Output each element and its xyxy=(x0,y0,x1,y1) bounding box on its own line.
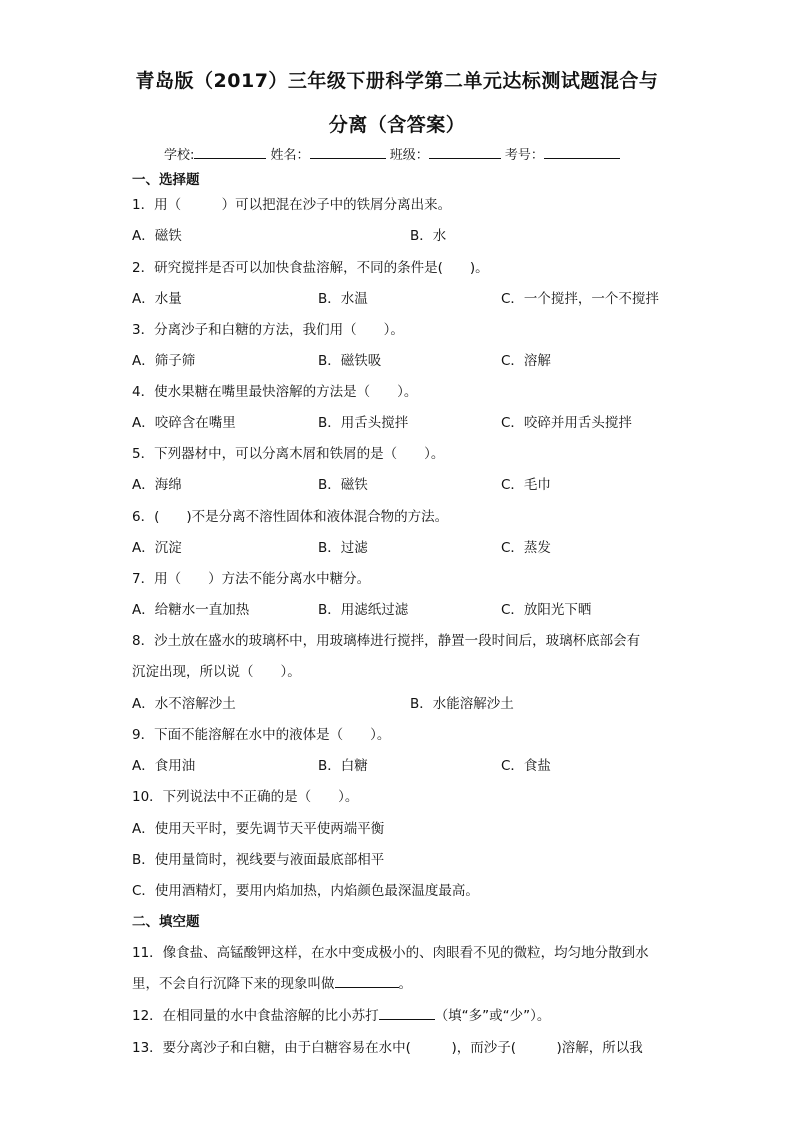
question-8-stem-line-2: 沉淀出现，所以说（ ）。 xyxy=(132,664,301,680)
question-8-stem-line-1: 8．沙土放在盛水的玻璃杯中，用玻璃棒进行搅拌，静置一段时间后，玻璃杯底部会有 xyxy=(132,633,641,649)
title-line-1: 青岛版（2017）三年级下册科学第二单元达标测试题混合与 xyxy=(135,70,659,92)
question-7-option-c[interactable]: C．放阳光下晒 xyxy=(501,602,592,618)
question-2-option-b[interactable]: B．水温 xyxy=(318,291,368,307)
student-info-row xyxy=(164,144,620,163)
section-heading-choice: 一、选择题 xyxy=(132,172,200,188)
section-heading-fill: 二、填空题 xyxy=(132,914,200,930)
name-label: 姓名： xyxy=(270,148,310,163)
school-blank[interactable] xyxy=(194,144,266,159)
name-blank[interactable] xyxy=(310,144,386,159)
question-9-option-c[interactable]: C．食盐 xyxy=(501,758,551,774)
question-3-option-b[interactable]: B．磁铁吸 xyxy=(318,353,382,369)
question-12-blank[interactable] xyxy=(379,1007,435,1020)
question-11-end: 。 xyxy=(398,976,412,992)
question-12-text: 12．在相同量的水中食盐溶解的比小苏打 xyxy=(132,1008,379,1024)
question-5-stem: 5．下列器材中，可以分离木屑和铁屑的是（ ）。 xyxy=(132,446,445,462)
question-9-option-a[interactable]: A．食用油 xyxy=(132,758,196,774)
question-8-option-b[interactable]: B．水能溶解沙土 xyxy=(410,696,514,712)
question-3-stem: 3．分离沙子和白糖的方法，我们用（ ）。 xyxy=(132,322,404,338)
question-10-option-b[interactable]: B．使用量筒时，视线要与液面最底部相平 xyxy=(132,852,385,868)
number-blank[interactable] xyxy=(544,144,620,159)
title-line-2: 分离（含答案） xyxy=(328,114,466,136)
question-6-option-b[interactable]: B．过滤 xyxy=(318,540,368,556)
question-7-option-a[interactable]: A．给糖水一直加热 xyxy=(132,602,250,618)
school-label: 学校: xyxy=(164,148,195,163)
question-11-line-1: 11．像食盐、高锰酸钾这样，在水中变成极小的、肉眼看不见的微粒，均匀地分散到水 xyxy=(132,945,649,961)
question-12-end: （填“多”或“少”）。 xyxy=(434,1008,551,1024)
question-8-option-a[interactable]: A．水不溶解沙土 xyxy=(132,696,236,712)
question-4-option-c[interactable]: C．咬碎并用舌头搅拌 xyxy=(501,415,632,431)
question-2-stem: 2．研究搅拌是否可以加快食盐溶解，不同的条件是( )。 xyxy=(132,260,489,276)
question-1-stem: 1．用（ ）可以把混在沙子中的铁屑分离出来。 xyxy=(132,197,452,213)
class-blank[interactable] xyxy=(429,144,501,159)
question-11-text: 里，不会自行沉降下来的现象叫做 xyxy=(132,976,335,992)
question-6-option-a[interactable]: A．沉淀 xyxy=(132,540,182,556)
question-5-option-c[interactable]: C．毛巾 xyxy=(501,477,551,493)
question-3-option-c[interactable]: C．溶解 xyxy=(501,353,551,369)
question-5-option-a[interactable]: A．海绵 xyxy=(132,477,182,493)
question-10-option-c[interactable]: C．使用酒精灯，要用内焰加热，内焰颜色最深温度最高。 xyxy=(132,883,479,899)
question-12 xyxy=(132,1004,550,1024)
class-label: 班级： xyxy=(389,148,429,163)
question-3-option-a[interactable]: A．筛子筛 xyxy=(132,353,196,369)
question-11-line-2 xyxy=(132,972,412,992)
question-4-option-a[interactable]: A．咬碎含在嘴里 xyxy=(132,415,236,431)
question-10-option-a[interactable]: A．使用天平时，要先调节天平使两端平衡 xyxy=(132,821,385,837)
question-11-blank[interactable] xyxy=(335,975,399,988)
question-9-stem: 9．下面不能溶解在水中的液体是（ ）。 xyxy=(132,727,391,743)
question-9-option-b[interactable]: B．白糖 xyxy=(318,758,368,774)
question-6-stem: 6．( )不是分离不溶性固体和液体混合物的方法。 xyxy=(132,509,449,525)
question-4-stem: 4．使水果糖在嘴里最快溶解的方法是（ ）。 xyxy=(132,384,418,400)
question-7-option-b[interactable]: B．用滤纸过滤 xyxy=(318,602,409,618)
question-1-option-b[interactable]: B．水 xyxy=(410,228,447,244)
question-13-line-1: 13．要分离沙子和白糖，由于白糖容易在水中( )，而沙子( )溶解，所以我 xyxy=(132,1040,643,1056)
question-1-option-a[interactable]: A．磁铁 xyxy=(132,228,182,244)
question-10-stem: 10．下列说法中不正确的是（ ）。 xyxy=(132,789,359,805)
question-2-option-a[interactable]: A．水量 xyxy=(132,291,182,307)
question-4-option-b[interactable]: B．用舌头搅拌 xyxy=(318,415,409,431)
question-2-option-c[interactable]: C．一个搅拌，一个不搅拌 xyxy=(501,291,659,307)
question-7-stem: 7．用（ ）方法不能分离水中糖分。 xyxy=(132,571,371,587)
question-5-option-b[interactable]: B．磁铁 xyxy=(318,477,368,493)
question-6-option-c[interactable]: C．蒸发 xyxy=(501,540,551,556)
number-label: 考号： xyxy=(504,148,544,163)
